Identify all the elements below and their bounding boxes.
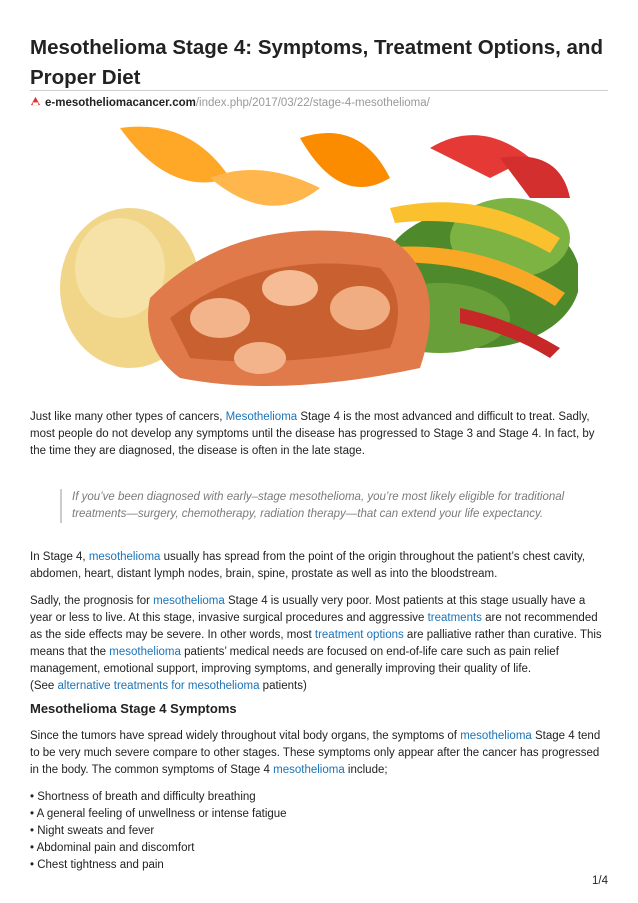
bullet-glyph: • xyxy=(30,825,38,837)
text-run: include; xyxy=(344,764,388,776)
inline-link[interactable]: mesothelioma xyxy=(153,595,225,607)
text-run: patients’ medical needs are focused on end-of-life care such as pain relief management, emotional support, improving symptoms, and generally improving their quality of life. xyxy=(30,646,559,675)
hero-food-image xyxy=(60,118,578,398)
bullet-glyph: • xyxy=(30,791,38,803)
text-run: are not recommended as the side effects may be severe. In other words, most xyxy=(30,612,598,641)
blockquote: If you’ve been diagnosed with early–stage mesothelioma, you’re most likely eligible for traditional treatments—surgery, chemotherapy, radiation therapy—that can extend your life expectancy. xyxy=(60,489,602,523)
inline-link[interactable]: treatment options xyxy=(314,629,404,641)
prognosis-paragraph xyxy=(30,593,608,695)
text-run: patients) xyxy=(259,680,307,692)
bullet-glyph: • xyxy=(30,808,37,820)
source-line xyxy=(30,96,430,110)
bullet-glyph: • xyxy=(30,859,38,871)
title-divider xyxy=(30,90,608,91)
text-run: usually has spread from the point of the origin throughout the patient’s chest cavity, abdomen, heart, distant lymph nodes, brain, spine, prostate as well as into the bloodstream. xyxy=(30,551,586,580)
symptom-text: Chest tightness and pain xyxy=(37,859,164,871)
bullet-glyph: • xyxy=(30,842,37,854)
intro-paragraph xyxy=(30,409,608,460)
inline-link[interactable]: mesothelioma xyxy=(273,764,345,776)
inline-link[interactable]: Mesothelioma xyxy=(225,411,298,423)
symptom-list xyxy=(30,789,608,874)
symptom-text: Night sweats and fever xyxy=(37,825,155,837)
page-number: 1/4 xyxy=(592,875,608,887)
list-item xyxy=(30,789,608,806)
text-run: Stage 4 is the most advanced and difficult to treat. Sadly, most people do not develop any symptoms until the disease has progressed to Stage 3 and Stage 4. In fact, by the time they are diagnosed, the disease is often in the late stage. xyxy=(30,411,595,457)
stage4-spread-paragraph xyxy=(30,549,608,583)
inline-link[interactable]: mesothelioma xyxy=(460,730,532,742)
symptoms-intro-paragraph xyxy=(30,728,608,779)
symptom-text: A general feeling of unwellness or intense fatigue xyxy=(36,808,287,820)
text-run: Stage 4 tend to be very much severe compare to other stages. These symptoms only appear after the cancer has progressed in the body. The common symptoms of Stage 4 xyxy=(30,730,601,776)
text-run: Just like many other types of cancers, xyxy=(30,411,226,423)
inline-link[interactable]: mesothelioma xyxy=(109,646,181,658)
text-run: In Stage 4, xyxy=(30,551,89,563)
text-run: are palliative rather than curative. This means that the xyxy=(30,629,602,658)
page-title: Mesothelioma Stage 4: Symptoms, Treatment Options, and Proper Diet xyxy=(30,36,603,89)
list-item xyxy=(30,840,608,857)
list-item xyxy=(30,823,608,840)
text-run: (See xyxy=(30,680,58,692)
list-item xyxy=(30,857,608,874)
source-domain-link[interactable]: e-mesotheliomacancer.com xyxy=(45,97,196,109)
source-path-link[interactable]: /index.php/2017/03/22/stage-4-mesothelioma/ xyxy=(195,97,430,109)
text-run: Since the tumors have spread widely throughout vital body organs, the symptoms of xyxy=(30,730,461,742)
text-run: Sadly, the prognosis for xyxy=(30,595,154,607)
symptom-text: Abdominal pain and discomfort xyxy=(36,842,195,854)
symptom-text: Shortness of breath and difficulty breathing xyxy=(37,791,256,803)
inline-link[interactable]: alternative treatments for mesothelioma xyxy=(57,680,260,692)
site-favicon-icon xyxy=(30,96,41,107)
symptoms-heading: Mesothelioma Stage 4 Symptoms xyxy=(30,701,237,716)
text-run: Stage 4 is usually very poor. Most patients at this stage usually have a year or less to live. At this stage, invasive surgical procedures and aggressive xyxy=(30,595,586,624)
list-item xyxy=(30,806,608,823)
inline-link[interactable]: treatments xyxy=(427,612,482,624)
inline-link[interactable]: mesothelioma xyxy=(88,551,161,563)
